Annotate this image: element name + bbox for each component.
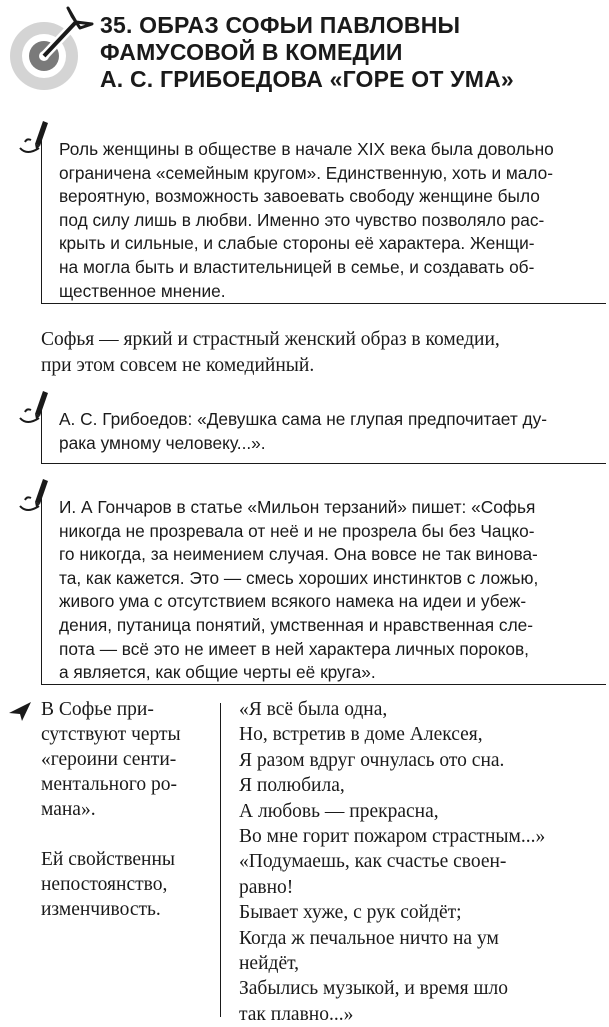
- arrow-bullet-icon: [7, 700, 33, 722]
- left-line: мана».: [41, 799, 96, 820]
- left-line: ментального ро-: [41, 774, 177, 795]
- note-line: крыть и сильные, и слабые стороны её характера. Женщи-: [59, 233, 535, 254]
- left-line: непостоянство,: [41, 874, 168, 895]
- note-line: Роль женщины в обществе в начале XIX века была довольно: [59, 139, 554, 159]
- quote-line: Забылись музыкой, и время шло: [239, 978, 508, 1000]
- title-line: ФАМУСОВОЙ В КОМЕДИИ: [100, 39, 403, 65]
- quote-line: нейдёт,: [239, 953, 300, 975]
- intro-paragraph: [41, 327, 500, 379]
- note-line: дения, путаница понятий, умственная и нравственная сле-: [59, 614, 534, 635]
- quote-line: «Подумаешь, как счастье своен-: [239, 851, 507, 873]
- intro-line: при этом совсем не комедийный.: [41, 355, 315, 376]
- left-line: изменчивость.: [41, 899, 161, 920]
- note-line: пота — всё это не имеет в ней характера личных пороков,: [59, 638, 529, 659]
- note-line: рака умному человеку...».: [59, 432, 266, 453]
- quote-line: А любовь — прекрасна,: [239, 800, 439, 822]
- sofia-quote: [239, 697, 545, 1027]
- left-line: сутствуют черты: [41, 724, 181, 745]
- title-line: 35. ОБРАЗ СОФЬИ ПАВЛОВНЫ: [100, 12, 461, 38]
- quote-line: равно!: [239, 876, 294, 898]
- note-line: никогда не прозревала от неё и не прозрела бы без Чацко-: [59, 520, 535, 541]
- note-line: та, как кажется. Это — смесь хороших инстинктов с ложью,: [59, 567, 539, 588]
- note-line: на могла быть и властительницей в семье, и создавать об-: [59, 256, 535, 277]
- note-box-goncharov-quote: [41, 496, 606, 685]
- note-line: живого ума с отсутствием всякого намека на идеи и убеж-: [59, 591, 527, 612]
- note-line: А. С. Грибоедов: «Девушка сама не глупая предпочитает ду-: [59, 409, 548, 429]
- title-line: А. С. ГРИБОЕДОВА «ГОРЕ ОТ УМА»: [100, 66, 514, 92]
- target-dart-icon: [6, 6, 96, 96]
- note-line: под силу лишь в любви. Именно это чувство позволяло рас-: [59, 209, 545, 230]
- left-column: [41, 697, 181, 922]
- note-box-women-role: [41, 138, 606, 304]
- note-box-griboedov-quote: [41, 408, 606, 464]
- quote-line: так плавно...»: [239, 1003, 354, 1025]
- page-title: [100, 12, 600, 93]
- intro-line: Софья — яркий и страстный женский образ в комедии,: [41, 329, 500, 350]
- note-line: а является, как общие черты её круга».: [59, 662, 376, 683]
- note-line: вероятную, возможность завоевать свободу женщине было: [59, 186, 540, 207]
- quote-line: Но, встретив в доме Алексея,: [239, 724, 483, 746]
- quote-line: Я полюбила,: [239, 775, 345, 797]
- quote-line: Бывает хуже, с рук сойдёт;: [239, 902, 462, 924]
- quote-line: Когда ж печальное ничто на ум: [239, 927, 499, 949]
- column-divider: [220, 703, 221, 1017]
- quote-line: Во мне горит пожаром страстным...»: [239, 826, 546, 848]
- note-line: го никогда, за неимением случая. Она вовсе не так винова-: [59, 544, 538, 565]
- quote-line: «Я всё была одна,: [239, 699, 388, 720]
- left-line: В Софье при-: [41, 699, 154, 720]
- note-line: И. А Гончаров в статье «Мильон терзаний» пишет: «Софья: [59, 497, 536, 517]
- left-line: Ей свойственны: [41, 849, 176, 870]
- note-line: щественное мнение.: [59, 280, 226, 301]
- quote-line: Я разом вдруг очнулась ото сна.: [239, 749, 505, 771]
- note-line: ограничена «семейным кругом». Единственную, хоть и мало-: [59, 162, 554, 183]
- left-line: «героини сенти-: [41, 749, 177, 770]
